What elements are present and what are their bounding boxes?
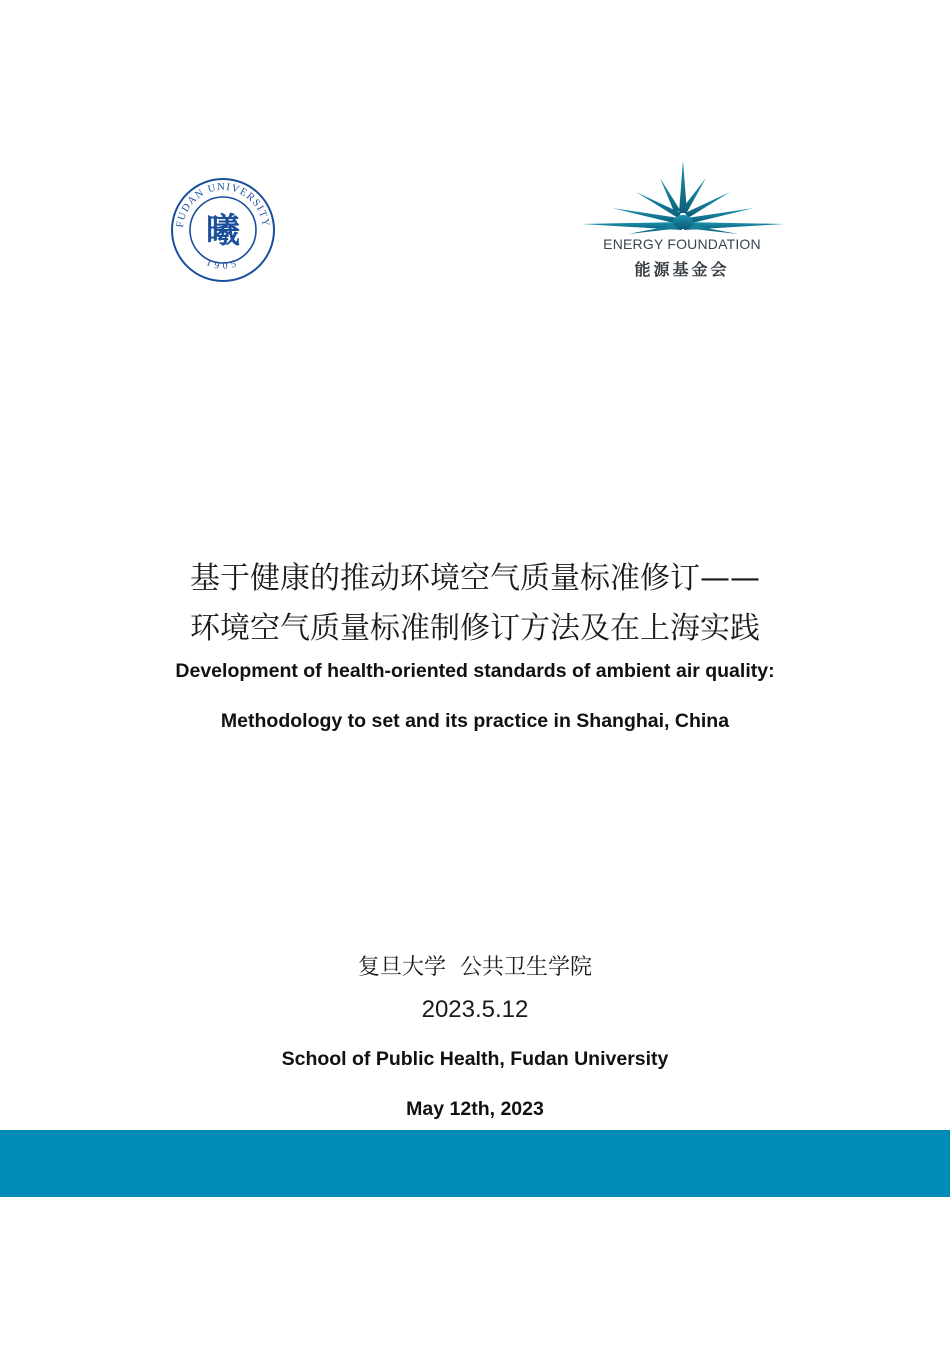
title-en-line1: Development of health-oriented standards of ambient air quality: bbox=[175, 660, 775, 682]
energy-foundation-starburst-logo bbox=[578, 158, 788, 238]
svg-text:1905: 1905 bbox=[204, 257, 242, 272]
svg-text:FUDAN UNIVERSITY: FUDAN UNIVERSITY bbox=[174, 181, 272, 229]
title-cn-line1: 基于健康的推动环境空气质量标准修订—— bbox=[190, 561, 760, 596]
school-name-cn: 复旦大学 公共卫生学院 bbox=[358, 955, 592, 980]
date-numeric: 2023.5.12 bbox=[421, 996, 529, 1023]
date-en: May 12th, 2023 bbox=[406, 1098, 544, 1120]
fudan-university-logo bbox=[170, 177, 276, 283]
energy-foundation-name-en: ENERGY FOUNDATION bbox=[603, 236, 761, 252]
school-name-en: School of Public Health, Fudan University bbox=[281, 1048, 669, 1070]
title-en-line2: Methodology to set and its practice in Shanghai, China bbox=[220, 710, 730, 732]
svg-text:曦: 曦 bbox=[206, 211, 240, 251]
decorative-band bbox=[0, 1130, 950, 1197]
energy-foundation-name-cn: 能源基金会 bbox=[634, 262, 730, 279]
title-cn-line2: 环境空气质量标准制修订方法及在上海实践 bbox=[190, 611, 760, 646]
